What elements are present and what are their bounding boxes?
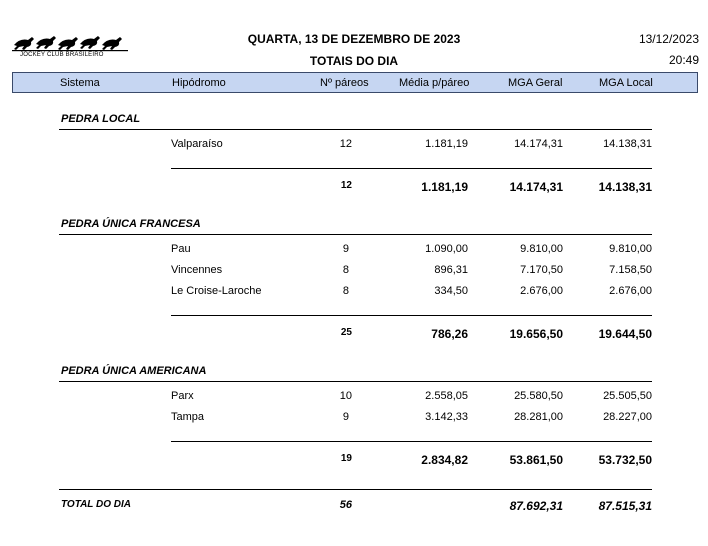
row-pareos: 8 (342, 264, 349, 276)
row-mga-local: 7.158,50 (609, 264, 652, 276)
subtotal-mga-local: 19.644,50 (598, 327, 652, 341)
subtotal-pareos: 19 (340, 453, 352, 464)
row-mga-local: 2.676,00 (609, 285, 652, 297)
row-hipodromo: Pau (171, 243, 191, 255)
row-mga-geral: 9.810,00 (520, 243, 563, 255)
subtotal-media: 786,26 (431, 327, 468, 341)
row-media: 2.558,05 (425, 390, 468, 402)
subtotal-mga-geral: 53.861,50 (509, 453, 563, 467)
row-pareos: 9 (342, 411, 349, 423)
row-mga-geral: 2.676,00 (520, 285, 563, 297)
row-mga-geral: 25.580,50 (514, 390, 563, 402)
col-pareos: Nº páreos (320, 77, 369, 89)
subtotal-mga-local: 53.732,50 (598, 453, 652, 467)
subtotal-mga-geral: 14.174,31 (509, 180, 563, 194)
col-mga-local: MGA Local (599, 77, 653, 89)
report-title: TOTAIS DO DIA (309, 54, 399, 68)
section-divider (59, 234, 652, 235)
section-title: PEDRA ÚNICA AMERICANA (61, 365, 207, 377)
subtotal-divider (171, 315, 652, 316)
brand-name: JOCKEY CLUB BRASILEIRO (20, 52, 104, 58)
grand-total-divider (59, 489, 652, 490)
report-date-title: QUARTA, 13 DE DEZEMBRO DE 2023 (247, 32, 461, 46)
subtotal-divider (171, 441, 652, 442)
row-pareos: 10 (339, 390, 352, 402)
col-sistema: Sistema (60, 77, 100, 89)
section-divider (59, 381, 652, 382)
column-header-bar (12, 72, 698, 93)
subtotal-media: 1.181,19 (421, 180, 468, 194)
report-date: 13/12/2023 (638, 32, 699, 46)
section-title: PEDRA ÚNICA FRANCESA (61, 218, 201, 230)
grand-total-mga-geral: 87.692,31 (509, 499, 563, 513)
section-title: PEDRA LOCAL (61, 113, 141, 125)
subtotal-pareos: 25 (340, 327, 352, 338)
col-media: Média p/páreo (399, 77, 470, 89)
row-pareos: 9 (342, 243, 349, 255)
col-hipodromo: Hipódromo (172, 77, 226, 89)
grand-total-pareos: 56 (339, 499, 352, 511)
subtotal-mga-local: 14.138,31 (598, 180, 652, 194)
row-hipodromo: Tampa (171, 411, 205, 423)
row-mga-local: 25.505,50 (603, 390, 652, 402)
grand-total-label: TOTAL DO DIA (61, 499, 131, 510)
subtotal-mga-geral: 19.656,50 (509, 327, 563, 341)
row-hipodromo: Vincennes (171, 264, 223, 276)
row-pareos: 8 (342, 285, 349, 297)
row-mga-local: 14.138,31 (603, 138, 652, 150)
subtotal-media: 2.834,82 (421, 453, 468, 467)
row-pareos: 12 (339, 138, 352, 150)
row-media: 334,50 (434, 285, 468, 297)
subtotal-pareos: 12 (340, 180, 352, 191)
row-hipodromo: Parx (171, 390, 194, 402)
row-mga-geral: 14.174,31 (514, 138, 563, 150)
row-media: 1.181,19 (425, 138, 468, 150)
grand-total-mga-local: 87.515,31 (598, 499, 652, 513)
section-divider (59, 129, 652, 130)
row-media: 1.090,00 (425, 243, 468, 255)
row-hipodromo: Valparaíso (171, 138, 223, 150)
row-mga-local: 9.810,00 (609, 243, 652, 255)
row-mga-local: 28.227,00 (603, 411, 652, 423)
report-time: 20:49 (668, 53, 699, 67)
row-hipodromo: Le Croise-Laroche (171, 285, 262, 297)
col-mga-geral: MGA Geral (508, 77, 563, 89)
row-media: 896,31 (434, 264, 468, 276)
row-media: 3.142,33 (425, 411, 468, 423)
subtotal-divider (171, 168, 652, 169)
row-mga-geral: 28.281,00 (514, 411, 563, 423)
row-mga-geral: 7.170,50 (520, 264, 563, 276)
